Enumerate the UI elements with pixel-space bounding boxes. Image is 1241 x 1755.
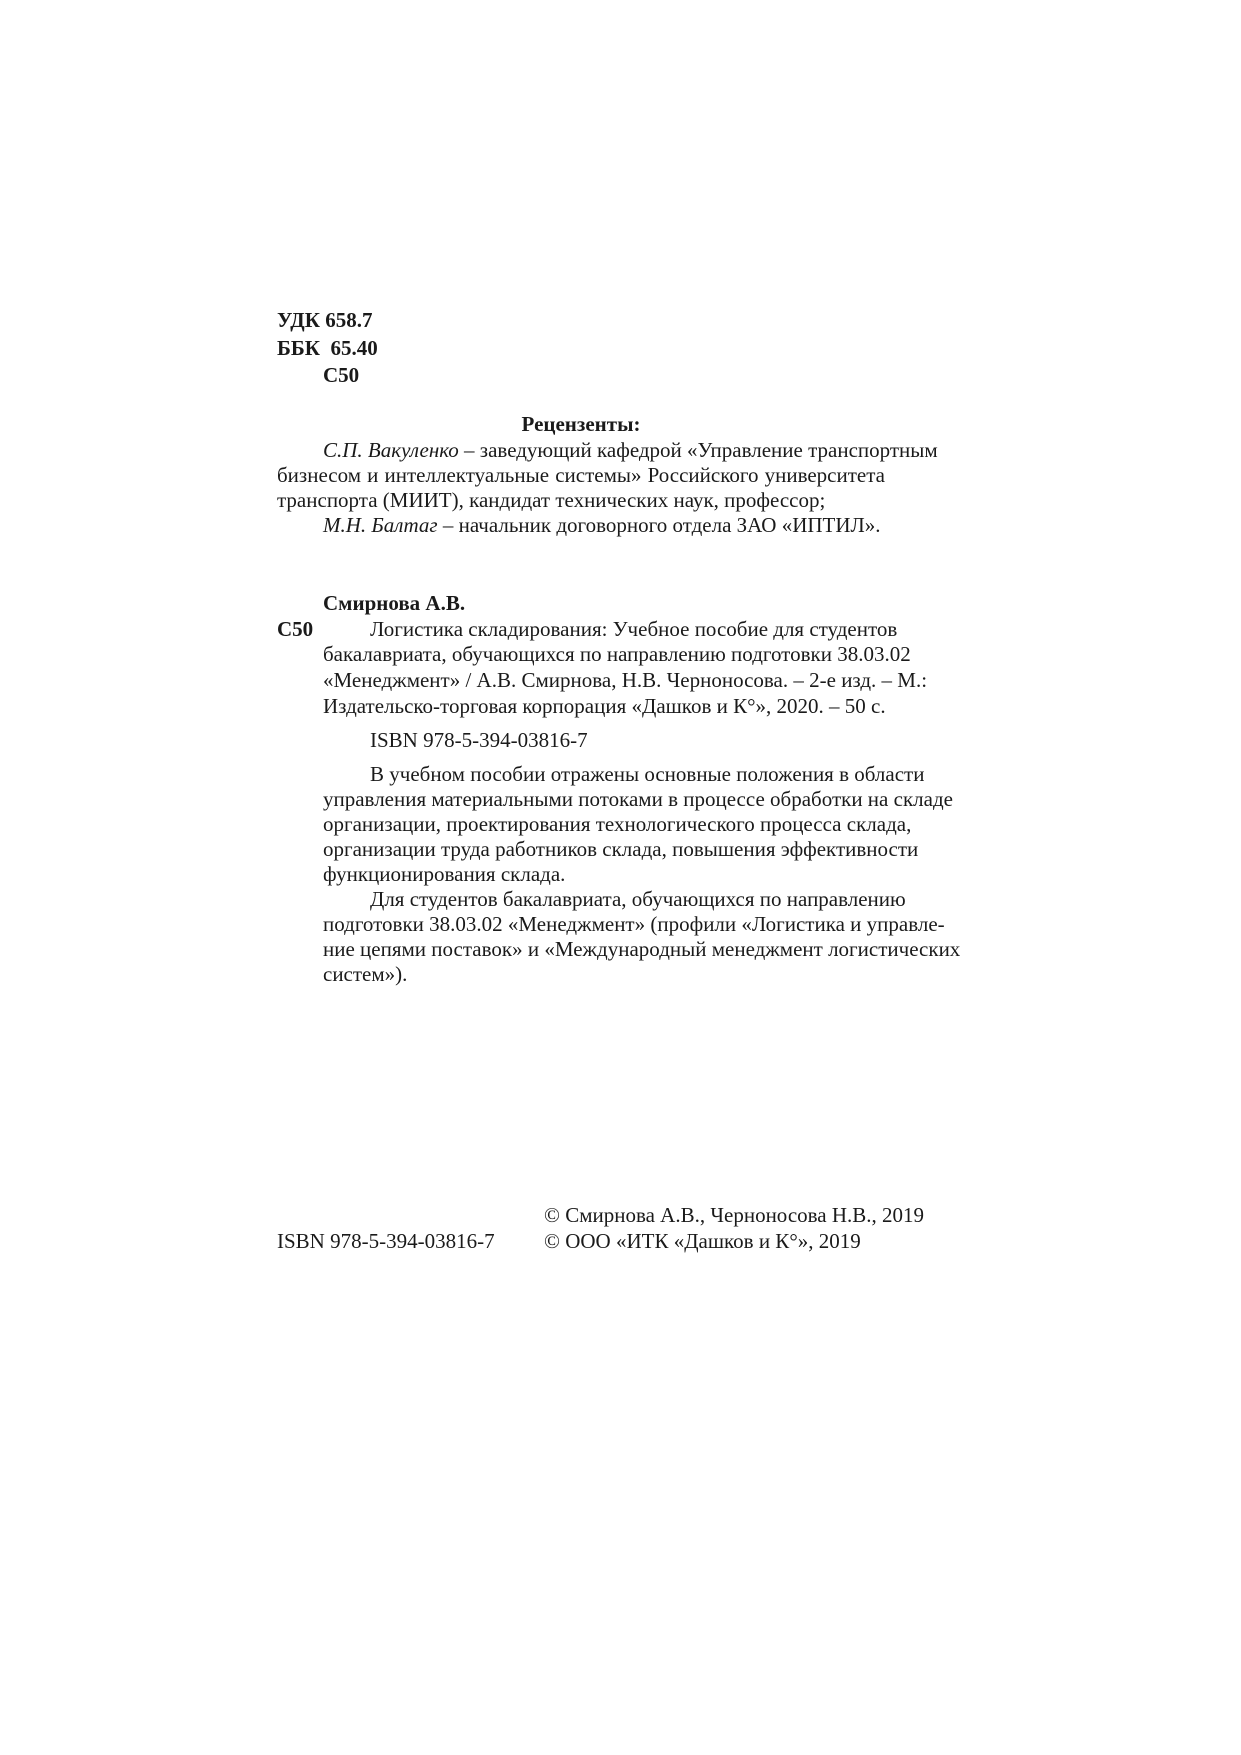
reviewer-1-line-3: транспорта (МИИТ), кандидат технических наук, профессор;: [277, 488, 826, 512]
reviewer-2-position: – начальник договорного отдела ЗАО «ИПТИЛ».: [437, 513, 881, 537]
annotation-p2-line-3: ние цепями поставок» и «Международный менеджмент логистических: [323, 937, 961, 961]
copyright-publisher: © ООО «ИТК «Дашков и К°», 2019: [544, 1229, 861, 1253]
reviewer-1-line-2: бизнесом и интеллектуальные системы» Российского университета: [277, 463, 885, 487]
reviewers-heading: Рецензенты:: [521, 412, 641, 436]
udk-code: УДК 658.7: [277, 308, 373, 332]
bibliography-line-4: Издательско-торговая корпорация «Дашков и К°», 2020. – 50 с.: [323, 694, 886, 718]
annotation-p1-line-2: управления материальными потоками в процессе обработки на складе: [323, 787, 953, 811]
reviewer-2-name: М.Н. Балтаг: [323, 513, 438, 537]
reviewer-1-position: – заведующий кафедрой «Управление транспортным: [458, 438, 938, 462]
reviewer-1-name: С.П. Вакуленко: [323, 438, 459, 462]
bibliography-line-2: бакалавриата, обучающихся по направлению подготовки 38.03.02: [323, 642, 911, 666]
bibliography-author: Смирнова А.В.: [323, 591, 466, 615]
footer-isbn: ISBN 978-5-394-03816-7: [277, 1229, 495, 1253]
bibliography-isbn: ISBN 978-5-394-03816-7: [370, 728, 588, 752]
copyright-authors: © Смирнова А.В., Черноносова Н.В., 2019: [544, 1203, 925, 1227]
reviewer-1-line-1: [323, 436, 938, 464]
annotation-p2-line-2: подготовки 38.03.02 «Менеджмент» (профили «Логистика и управле-: [323, 912, 945, 936]
bbk-code: ББК 65.40: [277, 336, 378, 360]
annotation-p1-line-4: организации труда работников склада, повышения эффективности: [323, 837, 919, 861]
annotation-p1-line-3: организации, проектирования технологического процесса склада,: [323, 812, 912, 836]
author-sign-code: С50: [323, 363, 360, 387]
bibliography-line-3: «Менеджмент» / А.В. Смирнова, Н.В. Черноносова. – 2-е изд. – М.:: [323, 668, 928, 692]
reviewer-2-line: [323, 511, 881, 539]
annotation-p2-line-1: Для студентов бакалавриата, обучающихся по направлению: [370, 887, 906, 911]
bibliography-line-1: Логистика складирования: Учебное пособие для студентов: [370, 617, 898, 641]
annotation-p1-line-1: В учебном пособии отражены основные положения в области: [370, 762, 925, 786]
annotation-p1-line-5: функционирования склада.: [323, 862, 566, 886]
bibliography-code: С50: [277, 617, 314, 641]
annotation-p2-line-4: систем»).: [323, 962, 408, 986]
